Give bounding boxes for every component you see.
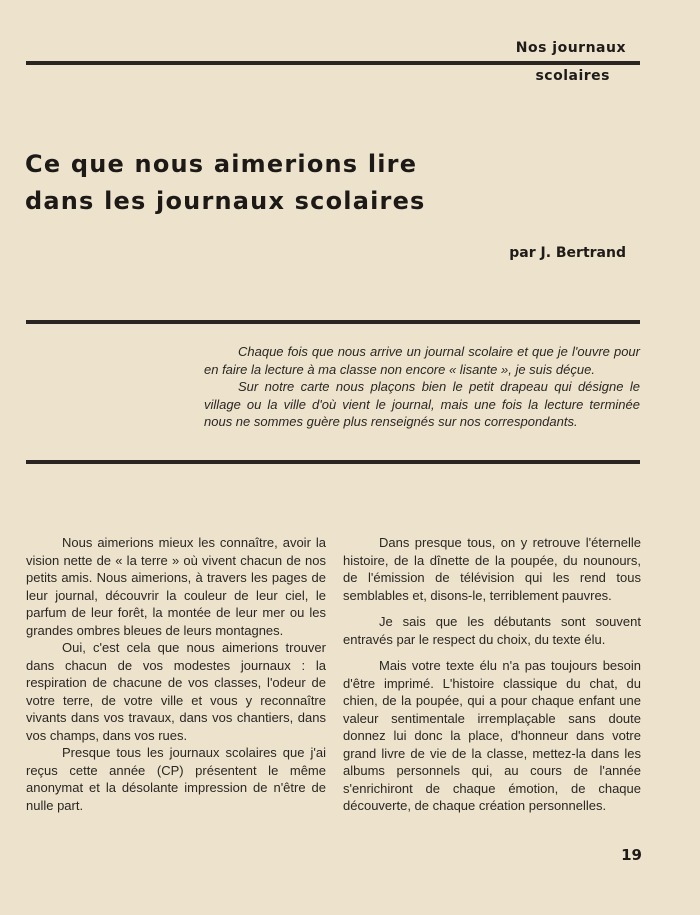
title-line-1: Ce que nous aimerions lire	[25, 150, 418, 178]
left-column	[26, 534, 326, 814]
body-paragraph: Presque tous les journaux scolaires que j'ai reçus cette année (CP) présentent le même anonymat et la désolante impression de n'être de nulle part.	[26, 745, 326, 813]
article-title	[25, 146, 505, 220]
body-paragraph: Nous aimerions mieux les connaître, avoir la vision nette de « la terre » où vivent chacun de nos petits amis. Nous aimerions, à travers les pages de leur journal, découvrir la couleur de leur ciel, le parfum de leur forêt, la montée de leur mer ou les grandes ombres bleues de leurs montagnes.	[26, 535, 326, 638]
section-label-line2: scolaires	[535, 68, 610, 84]
intro-paragraph: Sur notre carte nous plaçons bien le petit drapeau qui désigne le village ou la ville d'où vient le journal, mais une fois la lecture terminée nous ne sommes guère plus renseignés sur nos correspondants.	[204, 379, 640, 430]
section-label-line1: Nos journaux	[515, 40, 626, 56]
body-paragraph: Je sais que les débutants sont souvent entravés par le respect du choix, du texte élu.	[343, 614, 641, 647]
right-column	[343, 534, 641, 824]
page-number: 19	[621, 846, 642, 864]
intro-bottom-rule	[26, 460, 640, 464]
top-rule	[26, 61, 640, 65]
author-byline: par J. Bertrand	[509, 245, 626, 261]
body-paragraph: Oui, c'est cela que nous aimerions trouver dans chacun de vos modestes journaux : la respiration de chacune de vos classes, l'odeur de votre terre, de votre ville et vous y reconnaître vivants dans vos travaux, dans vos chantiers, dans vos champs, dans vos rues.	[26, 640, 326, 743]
body-paragraph: Mais votre texte élu n'a pas toujours besoin d'être imprimé. L'histoire classique du chat, du chien, de la poupée, qui a pour chaque enfant une valeur sentimentale irremplaçable sans doute donnez lui donc la place, d'honneur dans votre grand livre de vie de la classe, mettez-la dans les albums personnels qui, au cours de l'année s'enrichiront de chaque émotion, de chaque découverte, de chaque création personnelles.	[343, 658, 641, 813]
intro-paragraph: Chaque fois que nous arrive un journal scolaire et que je l'ouvre pour en faire la lecture à ma classe non encore « lisante », je suis déçue.	[204, 344, 640, 377]
intro-top-rule	[26, 320, 640, 324]
intro-chapeau	[204, 343, 640, 431]
title-line-2: dans les journaux scolaires	[25, 187, 426, 215]
body-paragraph: Dans presque tous, on y retrouve l'éternelle histoire, de la dînette de la poupée, du nounours, de l'émission de télévision qui les rend tous semblables et, disons-le, terriblement pauvres.	[343, 535, 641, 603]
